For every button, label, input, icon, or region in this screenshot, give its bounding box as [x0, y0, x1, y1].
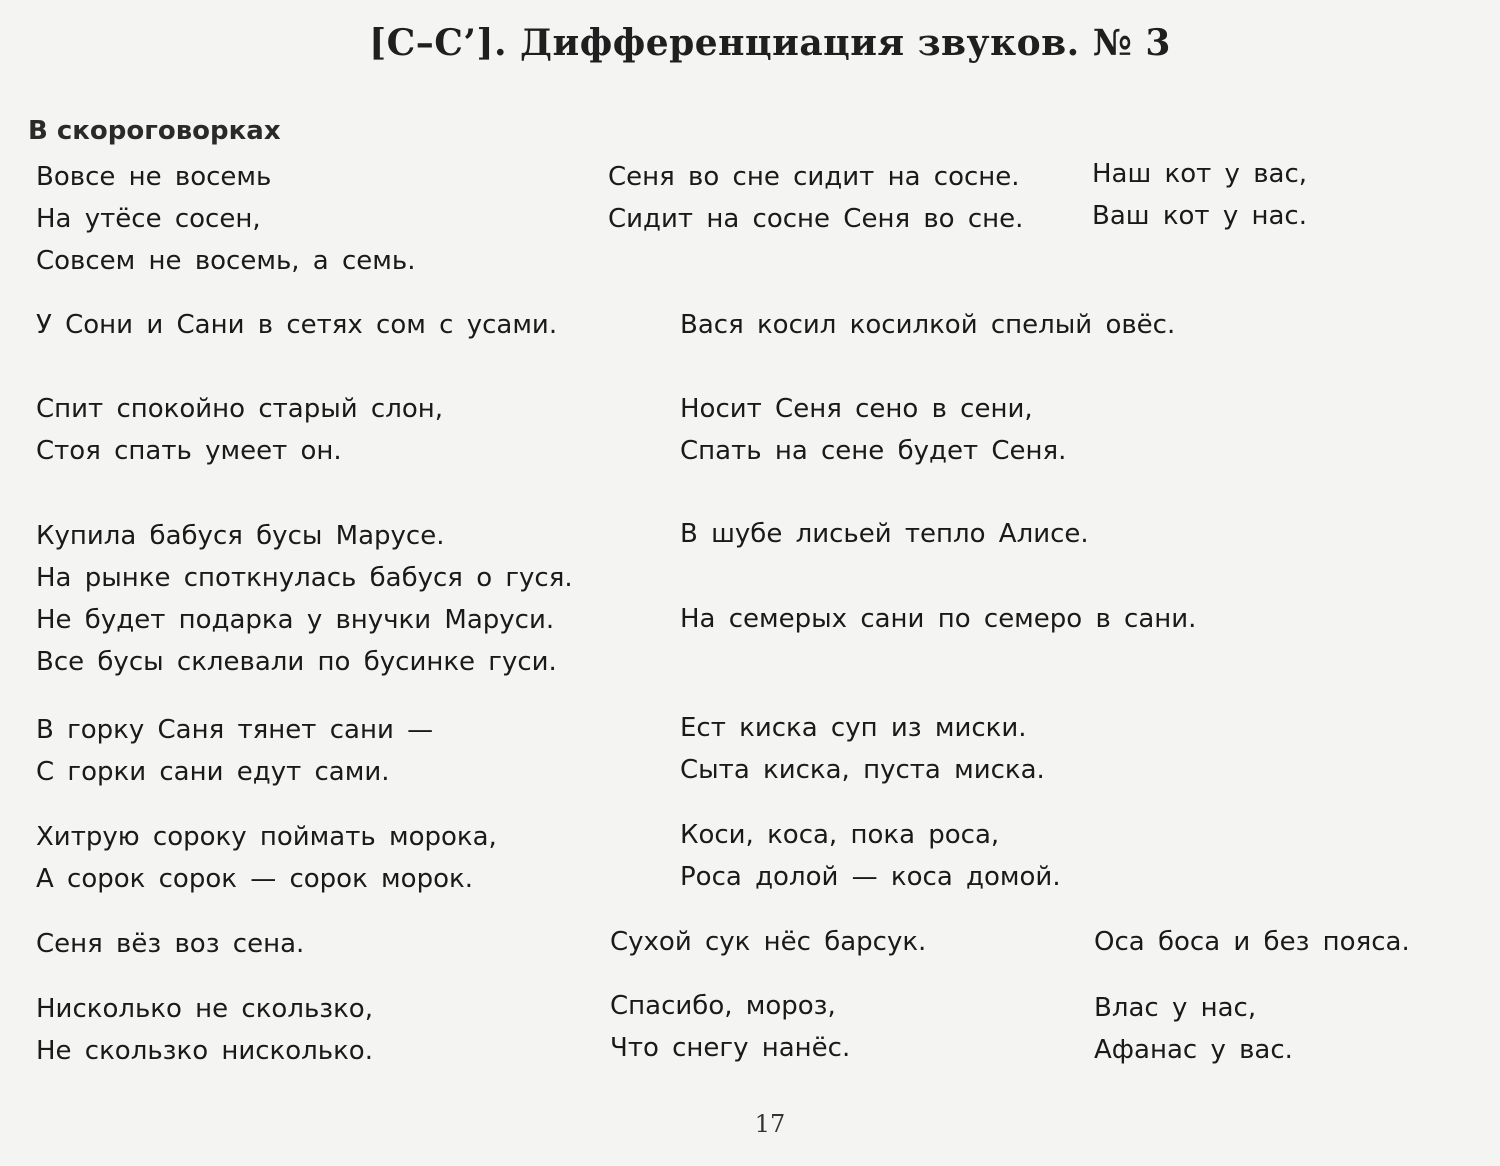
- verse-line: Сухой сук нёс барсук.: [610, 927, 927, 957]
- verse-line: Спит спокойно старый слон,: [36, 394, 443, 424]
- verse-line: Нисколько не скользко,: [36, 994, 373, 1024]
- verse-line: Сидит на сосне Сеня во сне.: [608, 204, 1024, 234]
- verse-line: Не будет подарка у внучки Маруси.: [36, 605, 555, 635]
- verse-line: На утёсе сосен,: [36, 204, 261, 234]
- verse-line: Сеня во сне сидит на сосне.: [608, 162, 1020, 192]
- page-number: 17: [754, 1110, 786, 1138]
- verse-line: Сыта киска, пуста миска.: [680, 755, 1045, 785]
- verse-line: Наш кот у вас,: [1092, 159, 1308, 189]
- verse-line: Вовсе не восемь: [36, 162, 272, 192]
- verse-line: Носит Сеня сено в сени,: [680, 394, 1033, 424]
- verse-v18: [36, 988, 373, 1072]
- verse-line: А сорок сорок — сорок морок.: [36, 864, 473, 894]
- verse-v7: [680, 388, 1066, 472]
- verse-v1: [36, 156, 416, 282]
- verse-v12: [680, 707, 1045, 791]
- verse-line: Коси, коса, пока роса,: [680, 820, 1000, 850]
- verse-line: В шубе лисьей тепло Алисе.: [680, 519, 1089, 549]
- verse-line: Ест киска суп из миски.: [680, 713, 1027, 743]
- verse-v3: [1092, 153, 1307, 237]
- verse-line: Все бусы склевали по бусинке гуси.: [36, 647, 557, 677]
- verse-v16: [610, 921, 926, 963]
- verse-line: Не скользко нисколько.: [36, 1036, 373, 1066]
- verse-line: Хитрую сороку поймать морока,: [36, 822, 497, 852]
- verse-v9: [680, 513, 1089, 555]
- verse-line: Ваш кот у нас.: [1092, 201, 1307, 231]
- verse-v19: [610, 985, 850, 1069]
- verse-v4: [36, 304, 557, 346]
- verse-line: Что снегу нанёс.: [610, 1033, 851, 1063]
- verse-v5: [680, 304, 1175, 346]
- verse-v2: [608, 156, 1023, 240]
- verse-line: Стоя спать умеет он.: [36, 436, 342, 466]
- verse-line: С горки сани едут сами.: [36, 757, 390, 787]
- verse-line: Оса боса и без пояса.: [1094, 927, 1410, 957]
- verse-v17: [1094, 921, 1410, 963]
- verse-line: Сеня вёз воз сена.: [36, 929, 305, 959]
- verse-line: Купила бабуся бусы Марусе.: [36, 521, 445, 551]
- verse-line: На рынке споткнулась бабуся о гуся.: [36, 563, 573, 593]
- verse-v11: [36, 709, 433, 793]
- verse-v13: [36, 816, 497, 900]
- verse-v20: [1094, 987, 1293, 1071]
- verse-line: Роса долой — коса домой.: [680, 862, 1061, 892]
- verse-line: На семерых сани по семеро в сани.: [680, 604, 1197, 634]
- verse-v6: [36, 388, 443, 472]
- verse-v15: [36, 923, 304, 965]
- page-title: [С–С’]. Дифференциация звуков. № 3: [369, 22, 1171, 64]
- verse-v8: [36, 515, 573, 683]
- verse-v10: [680, 598, 1196, 640]
- verse-line: В горку Саня тянет сани —: [36, 715, 434, 745]
- verse-line: Совсем не восемь, а семь.: [36, 246, 416, 276]
- verse-line: Спасибо, мороз,: [610, 991, 836, 1021]
- verse-line: Афанас у вас.: [1094, 1035, 1293, 1065]
- verse-line: У Сони и Сани в сетях сом с усами.: [36, 310, 558, 340]
- section-heading: В скороговорках: [28, 116, 281, 146]
- verse-v14: [680, 814, 1061, 898]
- verse-line: Влас у нас,: [1094, 993, 1257, 1023]
- verse-line: Вася косил косилкой спелый овёс.: [680, 310, 1176, 340]
- verse-line: Спать на сене будет Сеня.: [680, 436, 1067, 466]
